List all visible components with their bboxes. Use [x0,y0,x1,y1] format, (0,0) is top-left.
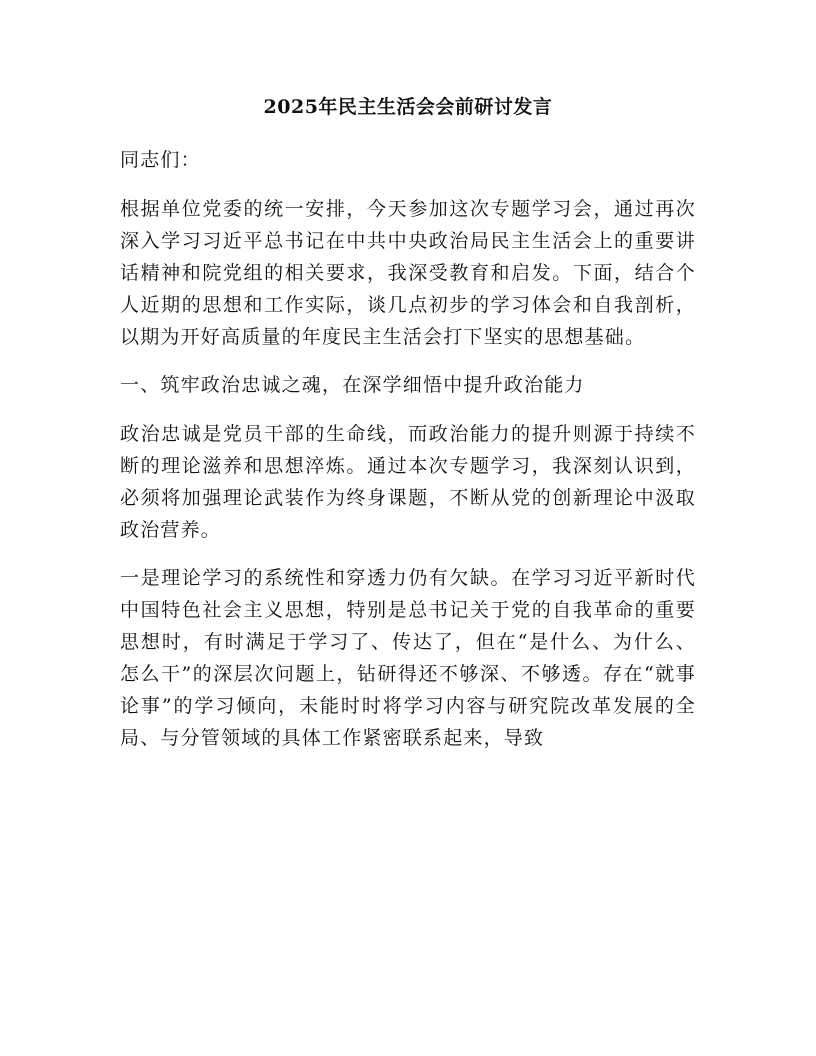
point-1-paragraph: 一是理论学习的系统性和穿透力仍有欠缺。在学习习近平新时代中国特色社会主义思想，特别是总书记关于党的自我革命的重要思想时，有时满足于学习了、传达了，但在“是什么、为什么、怎么干”的深层次问题上，钻研得还不够深、不够透。存在“就事论事”的学习倾向，未能时时将学习内容与研究院改革发展的全局、与分管领域的具体工作紧密联系起来，导致 [120,567,696,749]
document-title: 2025年民主生活会会前研讨发言 [263,96,553,118]
section-heading-1: 一、筑牢政治忠诚之魂，在深学细悟中提升政治能力 [120,374,585,396]
intro-paragraph: 根据单位党委的统一安排，今天参加这次专题学习会，通过再次深入学习习近平总书记在中共中央政治局民主生活会上的重要讲话精神和院党组的相关要求，我深受教育和启发。下面，结合个人近期的思想和工作实际，谈几点初步的学习体会和自我剖析，以期为开好高质量的年度民主生活会打下坚实的思想基础。 [120,198,696,348]
section-1-paragraph: 政治忠诚是党员干部的生命线，而政治能力的提升则源于持续不断的理论滋养和思想淬炼。通过本次专题学习，我深刻认识到，必须将加强理论武装作为终身课题，不断从党的创新理论中汲取政治营养。 [120,423,696,541]
salutation: 同志们： [120,149,201,171]
